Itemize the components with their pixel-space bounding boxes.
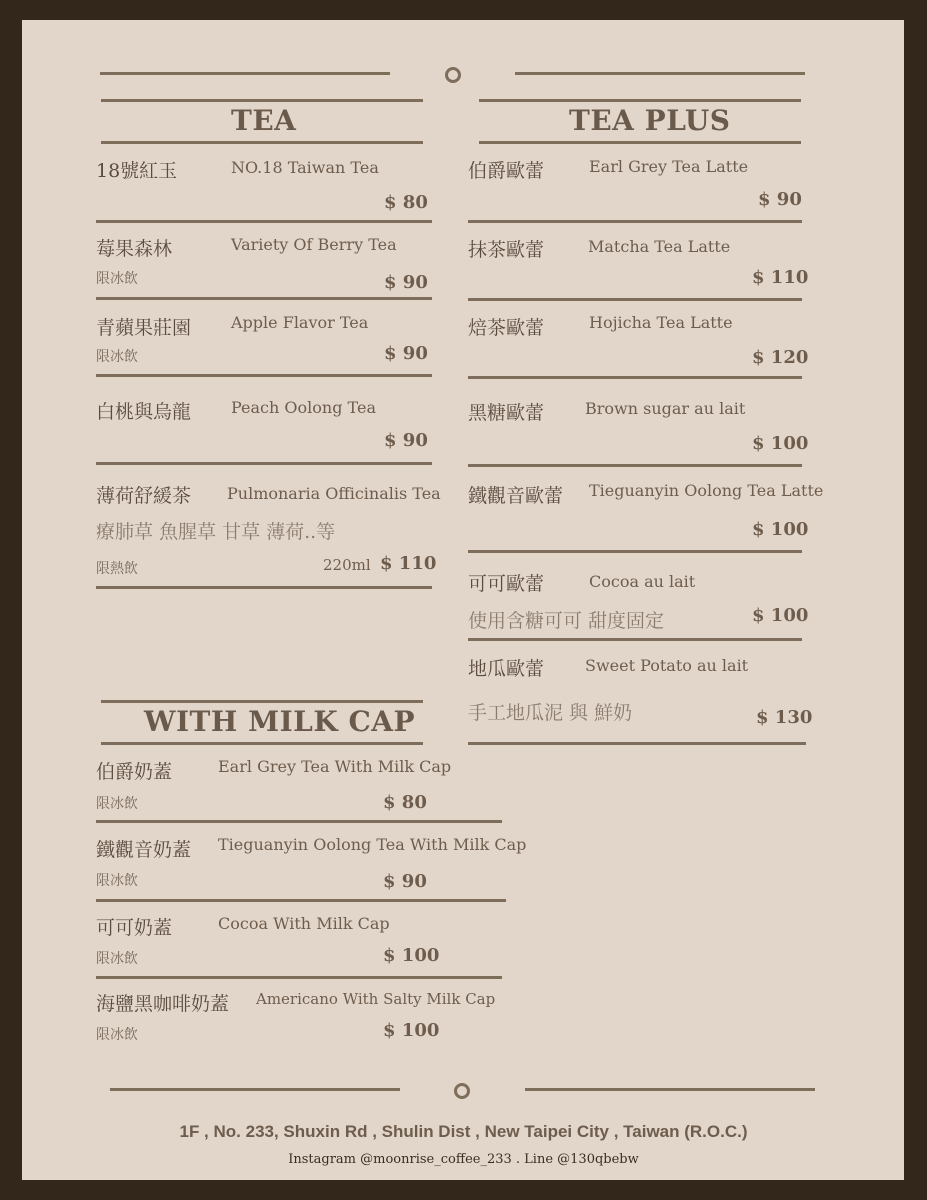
item-divider — [468, 742, 806, 745]
item-divider — [96, 899, 506, 902]
tea-item-price: $ 90 — [384, 430, 428, 451]
tea-plus-item-en: Brown sugar au lait — [585, 399, 746, 418]
milk-cap-item-note: 限冰飲 — [96, 951, 138, 967]
milk-cap-item-zh: 伯爵奶蓋 — [96, 761, 173, 783]
milk-cap-item-price: $ 90 — [383, 871, 427, 892]
tea-item-en: Apple Flavor Tea — [231, 313, 369, 332]
milk-cap-item-zh: 可可奶蓋 — [96, 917, 173, 939]
milk-cap-item-en: Americano With Salty Milk Cap — [256, 990, 496, 1008]
milk-cap-title-rule-bottom — [101, 742, 423, 745]
tea-title-rule-bottom — [101, 141, 423, 144]
tea-title-rule-top — [101, 99, 423, 102]
tea-plus-item-zh: 焙茶歐蕾 — [468, 317, 545, 339]
item-divider — [96, 976, 502, 979]
milk-cap-item-note: 限冰飲 — [96, 873, 138, 889]
milk-cap-item-note: 限冰飲 — [96, 1027, 138, 1043]
tea-item-price: $ 90 — [384, 343, 428, 364]
milk-cap-item-price: $ 100 — [383, 1020, 440, 1041]
tea-item-zh: 莓果森林 — [96, 238, 173, 260]
tea-item-price: $ 110 — [380, 553, 437, 574]
tea-item-en: Variety Of Berry Tea — [231, 235, 397, 254]
tea-plus-item-zh: 鐵觀音歐蕾 — [468, 485, 564, 507]
tea-item-price: $ 90 — [384, 272, 428, 293]
tea-item-en: Peach Oolong Tea — [231, 398, 376, 417]
tea-section-title: TEA — [231, 104, 297, 137]
tea-plus-item-zh: 地瓜歐蕾 — [468, 658, 545, 680]
item-divider — [468, 298, 802, 301]
milk-cap-item-en: Earl Grey Tea With Milk Cap — [218, 757, 452, 776]
tea-plus-item-price: $ 100 — [752, 605, 809, 626]
tea-item-note: 限冰飲 — [96, 271, 138, 287]
item-divider — [96, 297, 432, 300]
tea-plus-item-en: Matcha Tea Latte — [588, 237, 731, 256]
top-ornament-circle-icon — [445, 67, 461, 83]
top-ornament-rule-left — [100, 72, 390, 75]
tea-plus-item-price: $ 100 — [752, 433, 809, 454]
milk-cap-item-price: $ 80 — [383, 792, 427, 813]
milk-cap-item-price: $ 100 — [383, 945, 440, 966]
tea-plus-item-price: $ 130 — [756, 707, 813, 728]
tea-plus-item-description: 手工地瓜泥 與 鮮奶 — [468, 702, 633, 724]
item-divider — [468, 464, 802, 467]
tea-item-note: 限熱飲 — [96, 561, 138, 577]
tea-item-description: 療肺草 魚腥草 甘草 薄荷..等 — [96, 521, 336, 543]
milk-cap-item-zh: 鐵觀音奶蓋 — [96, 839, 192, 861]
tea-item-zh: 薄荷舒緩茶 — [96, 485, 192, 507]
item-divider — [96, 220, 432, 223]
tea-plus-item-en: Earl Grey Tea Latte — [589, 157, 749, 176]
tea-plus-title-rule-bottom — [479, 141, 801, 144]
item-divider — [468, 376, 802, 379]
tea-plus-item-zh: 黑糖歐蕾 — [468, 402, 545, 424]
tea-plus-item-en: Cocoa au lait — [589, 572, 696, 591]
milk-cap-section-title: WITH MILK CAP — [144, 705, 416, 738]
tea-plus-item-en: Hojicha Tea Latte — [589, 313, 733, 332]
milk-cap-item-en: Cocoa With Milk Cap — [218, 914, 390, 933]
bottom-ornament-circle-icon — [454, 1083, 470, 1099]
tea-plus-title-rule-top — [479, 99, 801, 102]
item-divider — [468, 638, 802, 641]
item-divider — [96, 820, 502, 823]
tea-plus-item-zh: 伯爵歐蕾 — [468, 160, 545, 182]
tea-plus-item-en: Sweet Potato au lait — [585, 656, 749, 675]
tea-plus-item-zh: 可可歐蕾 — [468, 573, 545, 595]
bottom-ornament-rule-left — [110, 1088, 400, 1091]
tea-item-volume: 220ml — [323, 556, 371, 574]
tea-item-en: Pulmonaria Officinalis Tea — [227, 484, 441, 503]
tea-plus-item-price: $ 110 — [752, 267, 809, 288]
item-divider — [96, 374, 432, 377]
tea-item-zh: 青蘋果莊園 — [96, 317, 192, 339]
milk-cap-item-en: Tieguanyin Oolong Tea With Milk Cap — [218, 835, 527, 854]
tea-item-zh: 18號紅玉 — [96, 160, 178, 182]
footer-address: 1F , No. 233, Shuxin Rd , Shulin Dist , New Taipei City , Taiwan (R.O.C.) — [179, 1122, 748, 1141]
tea-item-zh: 白桃與烏龍 — [96, 401, 192, 423]
item-divider — [96, 462, 432, 465]
top-ornament-rule-right — [515, 72, 805, 75]
tea-plus-item-zh: 抹茶歐蕾 — [468, 239, 545, 261]
milk-cap-item-zh: 海鹽黑咖啡奶蓋 — [96, 993, 230, 1015]
milk-cap-item-note: 限冰飲 — [96, 796, 138, 812]
item-divider — [468, 220, 802, 223]
item-divider — [96, 586, 432, 589]
footer-social-handles: Instagram @moonrise_coffee_233 . Line @130qbebw — [288, 1152, 639, 1167]
tea-plus-section-title: TEA PLUS — [569, 104, 731, 137]
tea-plus-item-price: $ 120 — [752, 347, 809, 368]
tea-plus-item-price: $ 90 — [758, 189, 802, 210]
item-divider — [468, 550, 802, 553]
tea-item-en: NO.18 Taiwan Tea — [231, 158, 379, 177]
tea-plus-item-price: $ 100 — [752, 519, 809, 540]
milk-cap-title-rule-top — [101, 700, 423, 703]
tea-plus-item-en: Tieguanyin Oolong Tea Latte — [589, 481, 824, 500]
tea-item-price: $ 80 — [384, 192, 428, 213]
tea-plus-item-description: 使用含糖可可 甜度固定 — [468, 610, 665, 632]
bottom-ornament-rule-right — [525, 1088, 815, 1091]
tea-item-note: 限冰飲 — [96, 349, 138, 365]
